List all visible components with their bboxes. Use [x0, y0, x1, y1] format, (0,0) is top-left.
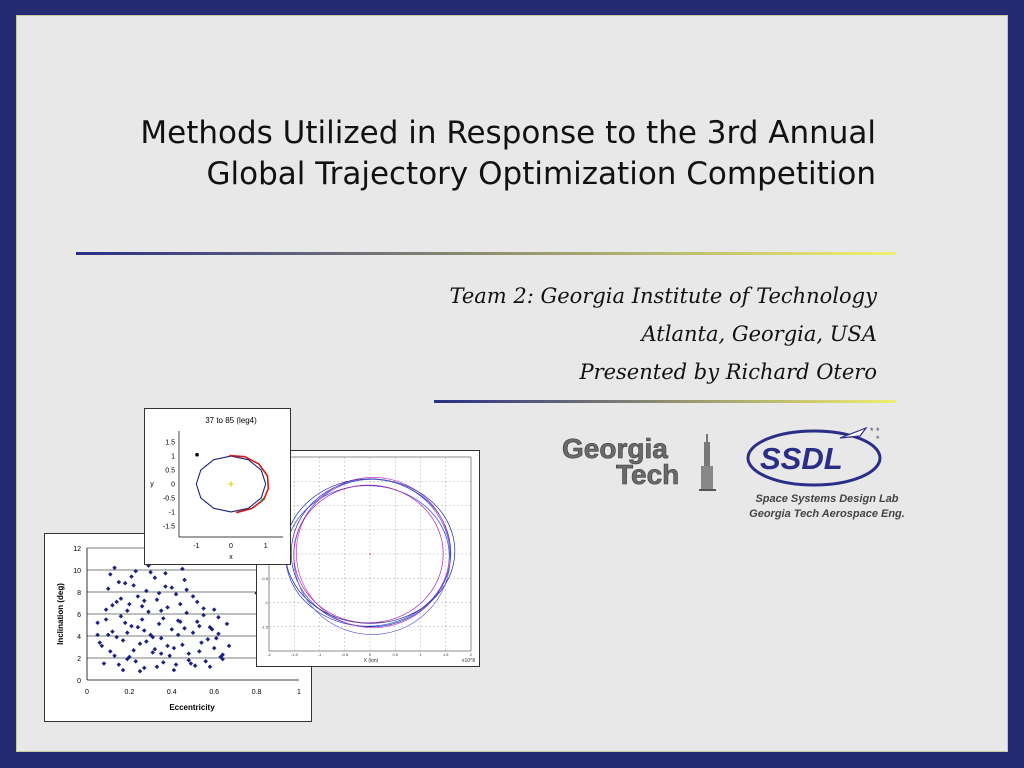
scatter-point	[148, 570, 153, 575]
scatter-point	[170, 585, 175, 590]
scatter-point	[157, 591, 162, 596]
scatter-y-tick-label: 12	[73, 546, 81, 553]
trajectory-y-tick-label: -0.5	[162, 495, 175, 503]
scatter-point	[129, 624, 134, 629]
scatter-point	[201, 606, 206, 611]
scatter-point	[203, 659, 208, 664]
trajectory-x-tick-label: 0	[229, 543, 233, 550]
scatter-point	[140, 604, 145, 609]
scatter-point	[106, 586, 111, 591]
scatter-y-tick-label: 4	[77, 634, 81, 641]
scatter-point	[180, 567, 185, 572]
scatter-y-tick-label: 6	[77, 612, 81, 619]
scatter-point	[114, 600, 119, 605]
scatter-point	[191, 594, 196, 599]
trajectory-chart-title: 37 to 85 (leg4)	[205, 416, 257, 425]
scatter-point	[165, 605, 170, 610]
scatter-point	[172, 668, 177, 673]
scatter-point	[104, 607, 109, 612]
scatter-y-tick-label: 8	[77, 590, 81, 597]
scatter-point	[163, 584, 168, 589]
trajectory-y-tick-label: 1.5	[165, 439, 175, 447]
scatter-point	[225, 622, 230, 627]
title-line-2: Global Trajectory Optimization Competition	[206, 156, 876, 192]
trajectory-y-tick-label: 0.5	[165, 467, 175, 475]
scatter-point	[170, 627, 175, 632]
gt-logo-line1: Georgia	[562, 433, 668, 464]
scatter-point	[119, 596, 124, 601]
scatter-point	[114, 635, 119, 640]
scatter-x-tick-label: 0	[85, 689, 89, 696]
scatter-point	[123, 621, 128, 626]
scatter-point	[212, 646, 217, 651]
trajectory-chart	[145, 409, 290, 564]
orbits-x-tick-label: 1	[419, 652, 422, 657]
scatter-x-tick-label: 1	[297, 689, 301, 696]
orbits-x-axis-label: X (km)	[363, 658, 379, 664]
scatter-point	[106, 633, 111, 638]
scatter-point	[108, 649, 113, 654]
sun-marker	[228, 481, 234, 487]
trajectory-series-line	[229, 456, 268, 513]
scatter-point	[125, 630, 130, 635]
title-line-1: Methods Utilized in Response to the 3rd Annual	[140, 115, 876, 151]
scatter-point	[157, 622, 162, 627]
subtitle-presenter: Presented by Richard Otero	[579, 360, 877, 384]
scatter-point	[172, 646, 177, 651]
ssdl-mark: SSDL	[760, 441, 843, 476]
scatter-point	[144, 589, 149, 594]
gt-logo-line2: Tech	[616, 459, 680, 490]
scatter-point	[227, 644, 232, 649]
scatter-x-tick-label: 0.8	[251, 689, 262, 696]
scatter-point	[174, 662, 179, 667]
scatter-point	[136, 594, 141, 599]
scatter-point	[138, 669, 143, 674]
scatter-x-tick-label: 0.4	[166, 689, 177, 696]
scatter-point	[108, 572, 113, 577]
scatter-point	[178, 602, 183, 607]
orbit-ellipse	[286, 486, 450, 627]
trajectory-y-tick-label: -1.5	[162, 523, 175, 531]
scatter-point	[161, 616, 166, 621]
scatter-y-tick-label: 10	[73, 568, 81, 575]
scatter-point	[214, 636, 219, 641]
scatter-point	[176, 633, 181, 638]
scatter-point	[155, 597, 160, 602]
svg-text:*: *	[876, 434, 880, 444]
scatter-point	[131, 583, 136, 588]
scatter-point	[165, 644, 170, 649]
scatter-point	[142, 666, 147, 671]
ssdl-name: Space Systems Design Lab	[755, 493, 899, 505]
scatter-point	[146, 610, 151, 615]
scatter-point	[131, 648, 136, 653]
scatter-point	[121, 668, 126, 673]
scatter-point	[127, 602, 132, 607]
trajectory-chart-panel	[144, 408, 291, 565]
trajectory-x-tick-label: -1	[193, 543, 200, 550]
scatter-point	[201, 613, 206, 618]
scatter-point	[186, 651, 191, 656]
orbits-y-tick-label: -0.5	[261, 575, 268, 581]
trajectory-start-point	[195, 453, 199, 457]
trajectory-y-tick-label: 0	[171, 481, 175, 489]
scatter-point	[182, 626, 187, 631]
subtitle-team: Team 2: Georgia Institute of Technology	[449, 284, 877, 308]
trajectory-x-axis-label: x	[229, 554, 233, 561]
scatter-point	[110, 603, 115, 608]
scatter-point	[133, 659, 138, 664]
orbits-x-tick-label: -0.5	[341, 652, 349, 657]
scatter-point	[129, 574, 134, 579]
scatter-point	[123, 581, 128, 586]
orbits-x-scale-note: x10^8	[462, 658, 476, 664]
trajectory-y-tick-label: -1	[168, 509, 175, 517]
orbits-x-tick-label: -1	[317, 652, 322, 657]
scatter-point	[197, 624, 202, 629]
slide-title	[40, 113, 876, 195]
scatter-point	[191, 630, 196, 635]
scatter-point	[104, 617, 109, 622]
scatter-x-tick-label: 0.2	[124, 689, 135, 696]
scatter-point	[195, 600, 200, 605]
scatter-y-tick-label: 0	[77, 678, 81, 685]
orbits-x-tick-label: -1.5	[290, 652, 298, 657]
scatter-point	[208, 665, 213, 670]
orbits-x-tick-label: 1.5	[442, 652, 449, 657]
scatter-point	[102, 661, 107, 666]
trajectory-y-axis-label: y	[150, 481, 154, 488]
scatter-point	[155, 665, 160, 670]
title-divider	[76, 252, 896, 255]
scatter-x-tick-label: 0.6	[209, 689, 220, 696]
subtitle-location: Atlanta, Georgia, USA	[641, 322, 877, 346]
scatter-point	[163, 571, 168, 576]
ssdl-logo	[742, 424, 912, 524]
scatter-point	[112, 654, 117, 659]
scatter-y-tick-label: 2	[77, 656, 81, 663]
scatter-point	[144, 639, 149, 644]
scatter-point	[159, 608, 164, 613]
orbits-x-tick-label: 0	[368, 652, 372, 657]
scatter-point	[197, 649, 202, 654]
scatter-point	[216, 632, 221, 637]
scatter-point	[110, 629, 115, 634]
scatter-point	[174, 592, 179, 597]
scatter-point	[206, 637, 211, 642]
georgia-tech-logo	[560, 432, 720, 496]
scatter-y-axis-label: Inclination (deg)	[56, 583, 65, 645]
scatter-point	[161, 660, 166, 665]
orbits-x-tick-label: 2	[469, 652, 473, 657]
scatter-x-axis-label: Eccentricity	[169, 703, 215, 712]
scatter-point	[140, 617, 145, 622]
scatter-point	[117, 580, 122, 585]
scatter-point	[180, 643, 185, 648]
orbit-ellipse	[294, 485, 443, 623]
scatter-point	[199, 640, 204, 645]
scatter-point	[159, 651, 164, 656]
ssdl-affiliation: Georgia Tech Aerospace Eng.	[749, 508, 905, 520]
subtitle-divider	[434, 400, 896, 403]
scatter-point	[121, 638, 126, 643]
scatter-point	[212, 607, 217, 612]
scatter-point	[195, 619, 200, 624]
scatter-point	[133, 569, 138, 574]
tech-tower-icon	[699, 434, 716, 490]
scatter-point	[119, 614, 124, 619]
scatter-point	[112, 566, 117, 571]
orbits-center-marker	[369, 553, 371, 555]
scatter-point	[136, 625, 141, 630]
scatter-point	[193, 663, 198, 668]
svg-text:* *: * *	[870, 426, 880, 436]
orbits-y-tick-label: -1	[264, 600, 268, 605]
trajectory-y-tick-label: 1	[171, 453, 175, 461]
scatter-point	[142, 628, 147, 633]
scatter-point	[159, 636, 164, 641]
scatter-point	[216, 615, 221, 620]
scatter-point	[117, 662, 122, 667]
orbits-x-tick-label: -2	[267, 652, 271, 657]
scatter-point	[125, 608, 130, 613]
scatter-point	[95, 633, 100, 638]
scatter-point	[142, 599, 147, 604]
scatter-point	[153, 575, 158, 580]
scatter-point	[167, 654, 172, 659]
orbits-x-tick-label: 0.5	[392, 652, 399, 657]
scatter-point	[184, 588, 189, 593]
trajectory-x-tick-label: 1	[263, 543, 268, 550]
orbits-y-tick-label: -1.5	[261, 624, 268, 630]
scatter-point	[182, 578, 187, 583]
scatter-point	[184, 611, 189, 616]
scatter-point	[95, 621, 100, 626]
scatter-point	[138, 641, 143, 646]
